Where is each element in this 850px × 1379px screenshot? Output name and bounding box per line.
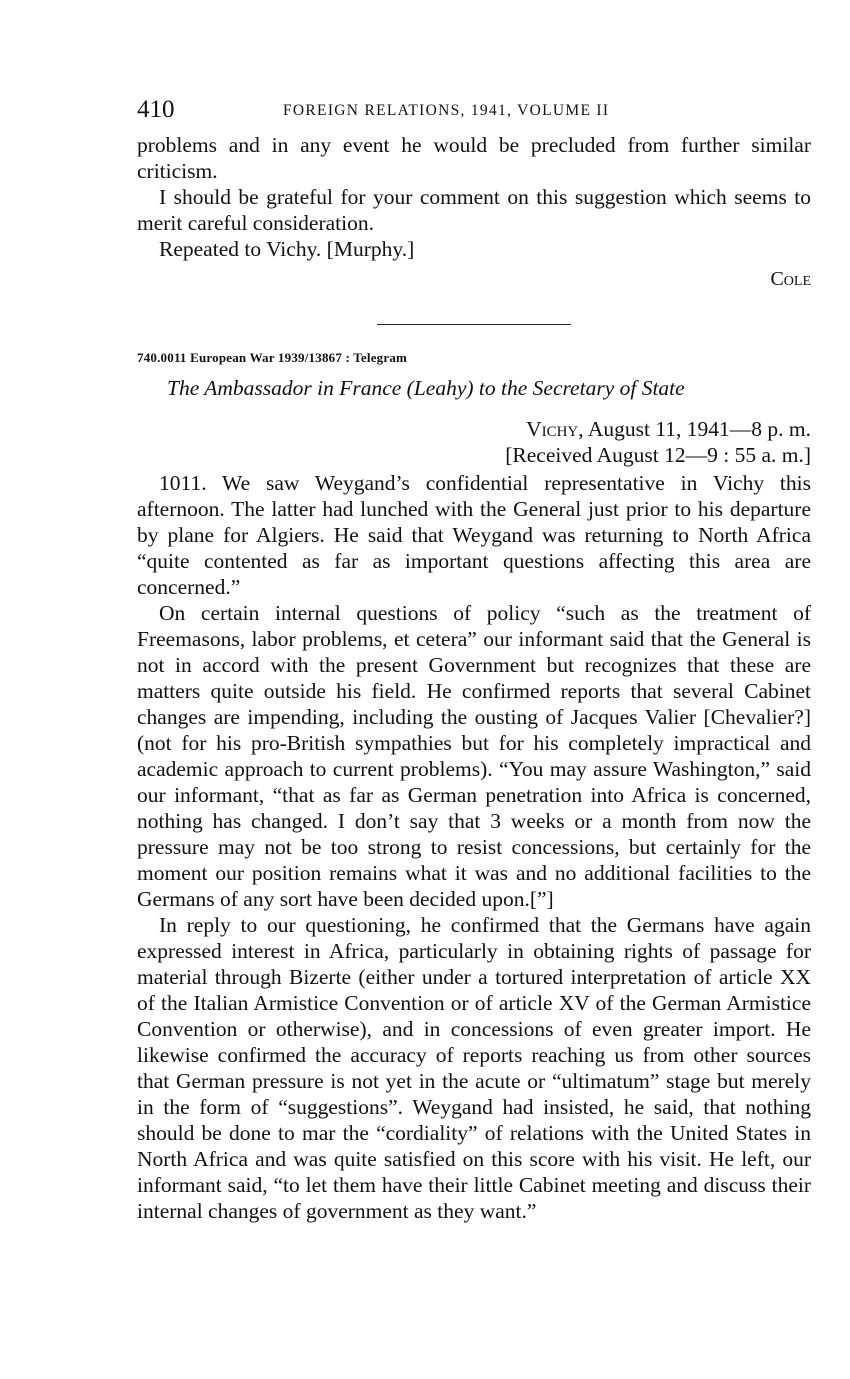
page-number: 410 — [137, 96, 175, 123]
repeated-to-line: Repeated to Vichy. [Murphy.] — [159, 237, 415, 261]
continuation-paragraph: problems and in any event he would be precluded from further similar criticism. — [137, 133, 811, 183]
file-reference: 740.0011 European War 1939/13867 : Telegram — [137, 350, 408, 365]
document-title: The Ambassador in France (Leahy) to the Secretary of State — [167, 376, 685, 400]
comment-request-paragraph: I should be grateful for your comment on this suggestion which seems to merit careful consideration. — [137, 185, 811, 235]
signature-cole: Cole — [770, 268, 811, 290]
document-page — [137, 94, 811, 1224]
telegram-paragraph-3: In reply to our questioning, he confirmed that the Germans have again expressed interest in Africa, particularly in obtaining rights of passage for material through Bizerte (either under a tortured interpretation of article XX of the Italian Armistice Convention or of article XV of the German Armistice Convention or otherwise), and in concessions of even greater import. He likewise confirmed the accuracy of reports reaching us from other sources that German pressure is not yet in the acute or “ultimatum” stage but merely in the form of “suggestions”. Weygand had insisted, he said, that nothing should be done to mar the “cordiality” of relations with the United States in North Africa and was quite satisfied on this score with his visit. He left, our informant said, “to let them have their little Cabinet meeting and discuss their internal changes of government as they want.” — [137, 913, 811, 1223]
dateline-date: , August 11, 1941—8 p. m. — [578, 417, 811, 441]
running-header — [137, 94, 811, 132]
telegram-paragraph-2: On certain internal questions of policy “such as the treatment of Freemasons, labor problems, et cetera” our informant said that the General is not in accord with the present Government but recognizes that these are matters quite outside his field. He confirmed reports that several Cabinet changes are impending, including the ousting of Jacques Valier [Chevalier?] (not for his pro-British sympathies but for his completely impractical and academic approach to current problems). “You may assure Washington,” said our informant, “that as far as German penetration into Africa is concerned, nothing has changed. I don’t say that 3 weeks or a month from now the pressure may not be too strong to resist concessions, but certainly for the moment our position remains what it was and no additional facilities to the Germans of any sort have been decided upon.[”] — [137, 601, 811, 911]
received-line: [Received August 12—9 : 55 a. m.] — [505, 443, 811, 467]
dateline — [137, 416, 811, 442]
running-title: FOREIGN RELATIONS, 1941, VOLUME II — [283, 102, 610, 119]
telegram-paragraph-1: 1011. We saw Weygand’s confidential representative in Vichy this afternoon. The latter had lunched with the General just prior to his departure by plane for Algiers. He said that Weygand was returning to North Africa “quite contented as far as important questions affecting this area are concerned.” — [137, 471, 811, 599]
dateline-place: Vichy — [526, 417, 579, 441]
section-divider — [377, 324, 571, 325]
